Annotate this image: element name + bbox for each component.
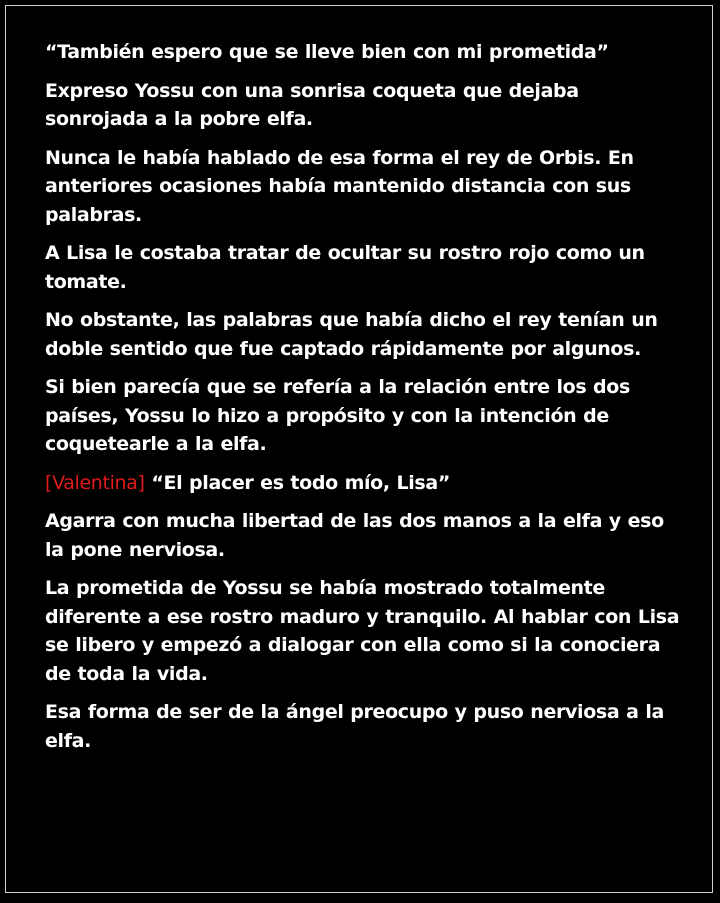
dialogue-text: “El placer es todo mío, Lisa” — [144, 471, 451, 494]
dialogue-paragraph — [45, 469, 685, 498]
paragraph-4: A Lisa le costaba tratar de ocultar su rostro rojo como un tomate. — [45, 242, 645, 293]
paragraph-2: Expreso Yossu con una sonrisa coqueta que dejaba sonrojada a la pobre elfa. — [45, 79, 579, 130]
paragraph-3: Nunca le había hablado de esa forma el rey de Orbis. En anteriores ocasiones había mantenido distancia con sus palabras. — [45, 146, 634, 226]
paragraph-9: La prometida de Yossu se había mostrado totalmente diferente a ese rostro maduro y tranquilo. Al hablar con Lisa se libero y empezó a dialogar con ella como si la conociera de toda la vida. — [45, 577, 680, 685]
paragraph-10: Esa forma de ser de la ángel preocupo y puso nerviosa a la elfa. — [45, 701, 664, 752]
paragraph-6: Si bien parecía que se refería a la relación entre los dos países, Yossu lo hizo a propósito y con la intención de coquetearle a la elfa. — [45, 376, 630, 455]
paragraph-5: No obstante, las palabras que había dicho el rey tenían un doble sentido que fue captado rápidamente por algunos. — [45, 309, 658, 360]
speaker-tag: [Valentina] — [45, 471, 145, 494]
paragraph-1: “También espero que se lleve bien con mi prometida” — [45, 41, 609, 63]
paragraph-8: Agarra con mucha libertad de las dos manos a la elfa y eso la pone nerviosa. — [45, 510, 664, 561]
story-text — [45, 38, 685, 765]
